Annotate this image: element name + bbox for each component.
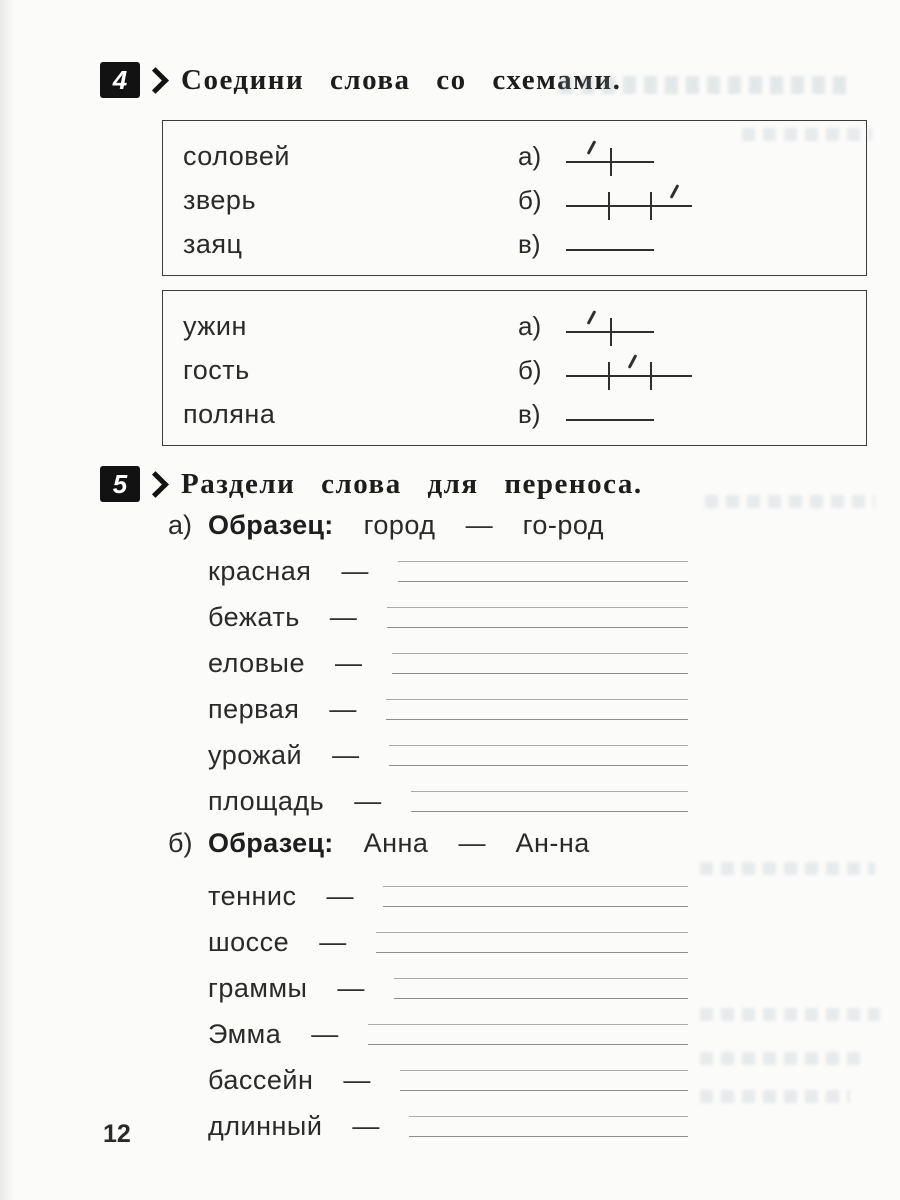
- match-word: гость: [183, 354, 250, 385]
- answer-blank: [392, 653, 688, 674]
- exercise5-part-a: [168, 502, 688, 824]
- word-scheme-diagram: [566, 135, 654, 177]
- match-word: зверь: [183, 184, 257, 215]
- word-row: [208, 1103, 688, 1149]
- word-scheme-diagram: [566, 349, 692, 391]
- word: длинный: [208, 1110, 323, 1141]
- word-row: [208, 594, 688, 640]
- dash: —: [332, 739, 360, 770]
- exercise4-title: Соедини слова со схемами.: [181, 63, 622, 96]
- word-scheme-diagram: [566, 305, 654, 347]
- dash: —: [354, 785, 382, 816]
- word-row: [208, 1011, 688, 1057]
- scheme-cell: [518, 305, 848, 347]
- word: бежать: [208, 601, 300, 632]
- dash: —: [341, 555, 369, 586]
- sample-answer: го-род: [522, 509, 605, 540]
- sample-row: [168, 820, 688, 866]
- answer-blank: [400, 1070, 688, 1091]
- exercise5-title: Раздели слова для переноса.: [181, 467, 643, 500]
- scheme-label: в): [518, 398, 541, 429]
- sample-word: город: [363, 509, 436, 540]
- match-word: ужин: [183, 310, 247, 341]
- dash: —: [465, 509, 493, 540]
- answer-blank: [368, 1024, 688, 1045]
- word-row: [208, 640, 688, 686]
- answer-blank: [398, 561, 688, 582]
- match-word: соловей: [183, 140, 290, 171]
- word: Эмма: [208, 1018, 282, 1049]
- scheme-label: б): [518, 354, 542, 385]
- bleedthrough-artifact: [700, 1090, 850, 1103]
- sample-answer: Ан-на: [515, 827, 590, 858]
- chevron-right-icon: [142, 67, 169, 94]
- exercise4-box-2: [162, 290, 867, 446]
- scheme-cell: [518, 223, 848, 265]
- dash: —: [337, 972, 365, 1003]
- dash: —: [352, 1110, 380, 1141]
- scheme-cell: [518, 135, 848, 177]
- word: граммы: [208, 972, 308, 1003]
- match-row: [183, 392, 848, 436]
- exercise5-part-b: [168, 820, 688, 1149]
- scheme-label: а): [518, 310, 542, 341]
- answer-blank: [383, 886, 688, 907]
- word: еловые: [208, 647, 305, 678]
- answer-blank: [409, 1116, 688, 1137]
- scheme-cell: [518, 179, 848, 221]
- dash: —: [343, 1064, 371, 1095]
- word: первая: [208, 693, 300, 724]
- word: урожай: [208, 739, 303, 770]
- scheme-label: а): [518, 140, 542, 171]
- exercise5-number-badge: 5: [100, 466, 140, 502]
- dash: —: [458, 827, 486, 858]
- answer-blank: [411, 791, 688, 812]
- word-row: [208, 732, 688, 778]
- bleedthrough-artifact: [742, 128, 872, 141]
- chevron-right-icon: [142, 471, 169, 498]
- dash: —: [334, 647, 362, 678]
- word-row: [208, 965, 688, 1011]
- answer-blank: [386, 699, 688, 720]
- word-row: [208, 1057, 688, 1103]
- match-row: [183, 178, 848, 222]
- answer-blank: [376, 932, 688, 953]
- dash: —: [326, 880, 354, 911]
- match-row: [183, 304, 848, 348]
- word-row: [208, 686, 688, 732]
- bleedthrough-artifact: [705, 495, 875, 508]
- dash: —: [329, 693, 357, 724]
- word-row: [208, 548, 688, 594]
- dash: —: [311, 1018, 339, 1049]
- match-word: поляна: [183, 398, 276, 429]
- word: площадь: [208, 785, 325, 816]
- word-row: [208, 778, 688, 824]
- answer-blank: [387, 607, 688, 628]
- part-label: а): [168, 509, 193, 540]
- word-scheme-diagram: [566, 223, 654, 265]
- scheme-label: в): [518, 228, 541, 259]
- match-word: заяц: [183, 228, 243, 259]
- bleedthrough-artifact: [560, 76, 850, 94]
- dash: —: [329, 601, 357, 632]
- scheme-cell: [518, 349, 848, 391]
- bleedthrough-artifact: [700, 1052, 865, 1065]
- word-scheme-diagram: [566, 393, 654, 435]
- exercise4-number-badge: 4: [100, 62, 140, 98]
- word: шоссе: [208, 926, 290, 957]
- word: красная: [208, 555, 312, 586]
- word: бассейн: [208, 1064, 314, 1095]
- bleedthrough-artifact: [700, 862, 875, 875]
- match-row: [183, 222, 848, 266]
- sample-word: Анна: [363, 827, 429, 858]
- scheme-label: б): [518, 184, 542, 215]
- word-row: [208, 919, 688, 965]
- sample-row: [168, 502, 688, 548]
- word-row: [208, 873, 688, 919]
- word: теннис: [208, 880, 297, 911]
- answer-blank: [389, 745, 688, 766]
- part-label: б): [168, 827, 193, 858]
- match-row: [183, 348, 848, 392]
- page-number: 12: [103, 1120, 131, 1148]
- scheme-cell: [518, 393, 848, 435]
- bleedthrough-artifact: [700, 1008, 880, 1021]
- sample-label: Образец:: [208, 509, 334, 540]
- dash: —: [319, 926, 347, 957]
- exercise4-box-1: [162, 120, 867, 276]
- scan-edge-shadow: [0, 0, 14, 1200]
- answer-blank: [394, 978, 688, 999]
- word-scheme-diagram: [566, 179, 692, 221]
- sample-label: Образец:: [208, 827, 334, 858]
